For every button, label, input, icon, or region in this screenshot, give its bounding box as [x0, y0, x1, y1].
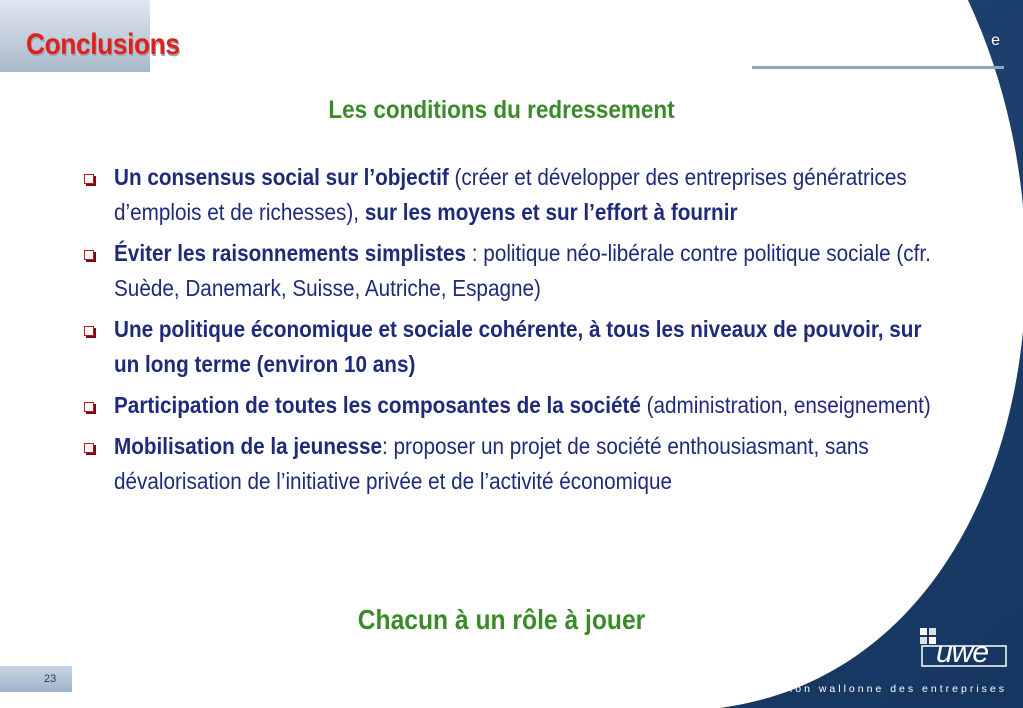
bullet-plain-text: (administration, enseignement)	[640, 392, 931, 418]
square-bullet-icon	[84, 443, 94, 453]
bullet-plain-text: : proposer un projet de société enthousiasmant, sans dévalorisation de l’initiative privée et de l’activité économique	[114, 433, 869, 494]
bullet-bold-text: Mobilisation de la jeunesse	[114, 433, 383, 459]
slide-title: Conclusions	[26, 28, 180, 61]
bullet-list	[84, 160, 944, 505]
bullet-item	[84, 160, 944, 230]
square-bullet-icon	[84, 250, 94, 260]
page-number-bar	[0, 666, 72, 692]
footer-tagline: union wallonne des entreprises	[772, 683, 1007, 695]
page-number: 23	[44, 673, 57, 685]
bullet-item	[84, 236, 944, 306]
bullet-item	[84, 429, 944, 499]
bullet-item	[84, 388, 944, 423]
bullet-text	[114, 160, 943, 230]
bullet-text	[114, 312, 943, 382]
website-url: w w w . u w e . b e	[779, 32, 1005, 49]
bullet-plain-text: (créer et développer des entreprises génératrices d’emplois et de richesses),	[114, 164, 907, 225]
header-rule	[752, 66, 1004, 69]
bullet-text	[114, 236, 943, 306]
bullet-bold-text: Un consensus social sur l’objectif	[114, 164, 449, 190]
bullet-bold-text: Éviter les raisonnements simplistes	[114, 240, 467, 266]
bullet-bold-text: Participation de toutes les composantes de la société	[114, 392, 641, 418]
closing-statement: Chacun à un rôle à jouer	[357, 604, 646, 635]
square-bullet-icon	[84, 326, 94, 336]
slide-subtitle: Les conditions du redressement	[328, 96, 675, 124]
square-bullet-icon	[84, 402, 94, 412]
logo-wordmark: uwe	[936, 636, 989, 669]
bullet-plain-text: : politique néo-libérale contre politique sociale (cfr. Suède, Danemark, Suisse, Autriche, Espagne)	[114, 240, 931, 301]
bullet-bold-text: Une politique économique et sociale cohérente, à tous les niveaux de pouvoir, sur un long terme (environ 10 ans)	[114, 316, 922, 377]
square-bullet-icon	[84, 174, 94, 184]
bullet-text	[114, 388, 943, 423]
bullet-item	[84, 312, 944, 382]
bullet-text	[114, 429, 943, 499]
bullet-bold-text: sur les moyens et sur l’effort à fournir	[364, 199, 738, 225]
